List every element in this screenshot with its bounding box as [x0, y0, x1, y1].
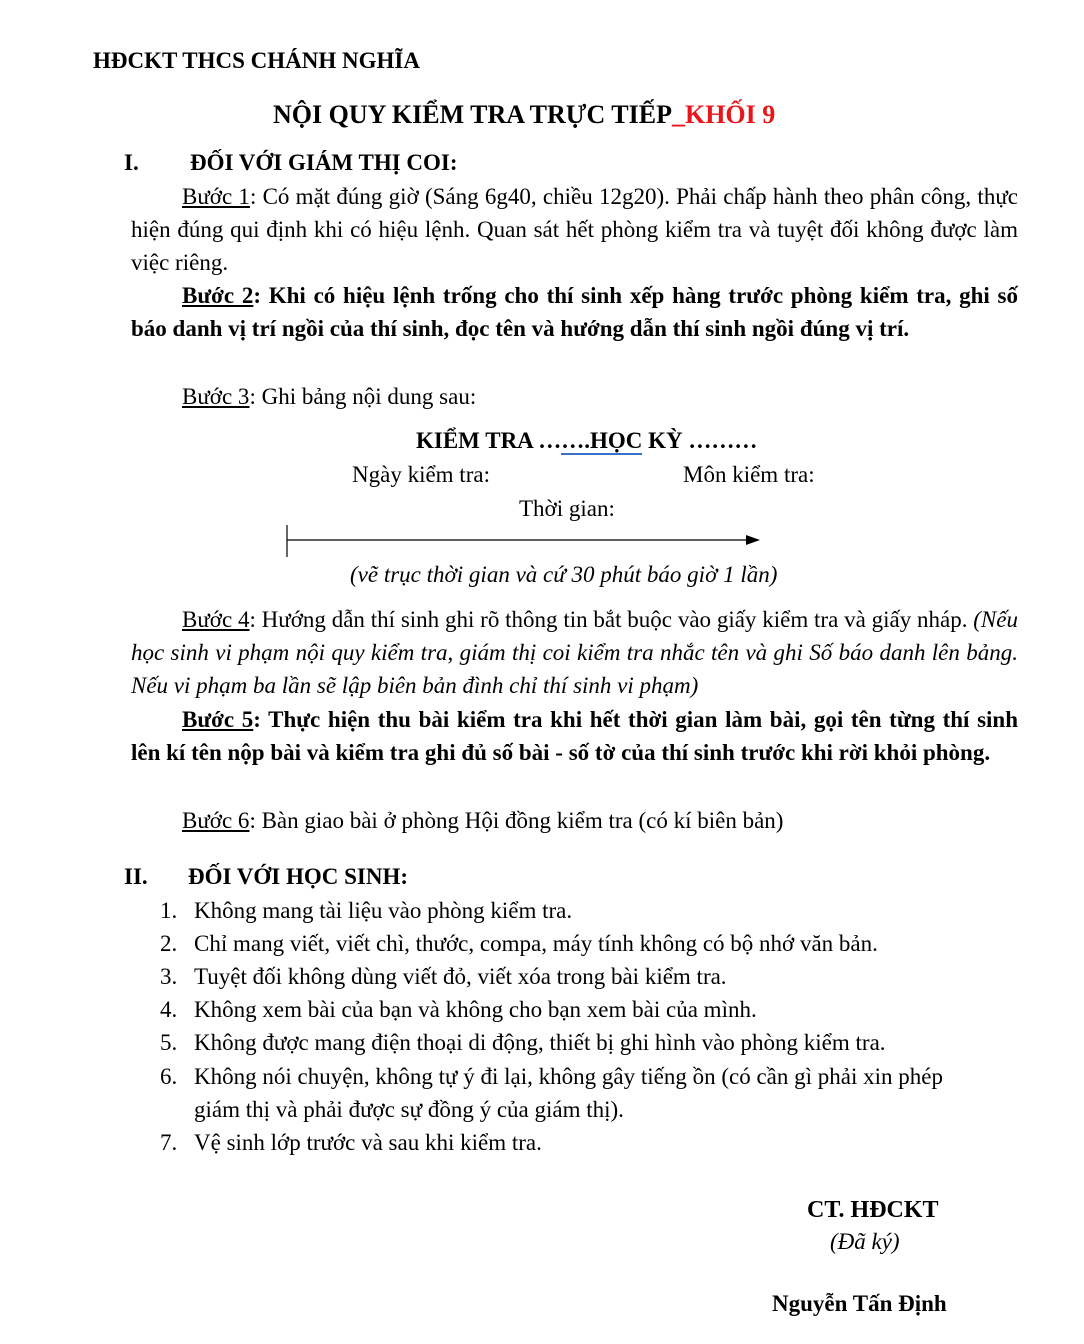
board-title — [416, 429, 757, 452]
rule-6 — [160, 1065, 943, 1088]
step-1-text: : Có mặt đúng giờ (Sáng 6g40, chiều 12g20). Phải chấp hành theo phân công, thực hiện đúng qui định khi có hiệu lệnh. Quan sát hết phòng kiểm tra và tuyệt đối không được làm việc riêng. — [131, 184, 1018, 275]
board-title-a: KIỂM TRA … — [416, 428, 562, 453]
step-2-label: Bước 2 — [182, 283, 254, 308]
section1-heading: ĐỐI VỚI GIÁM THỊ COI: — [190, 150, 458, 175]
step-2 — [131, 279, 1018, 345]
rule-5 — [160, 1031, 886, 1054]
step-2-text: : Khi có hiệu lệnh trống cho thí sinh xếp hàng trước phòng kiểm tra, ghi số báo danh vị trí ngồi của thí sinh, đọc tên và hướng dẫn thí sinh ngồi đúng vị trí. — [131, 283, 1018, 341]
rule-7 — [160, 1131, 542, 1154]
step-6-label: Bước 6 — [182, 808, 250, 833]
step-3 — [182, 385, 476, 408]
step-1-label: Bước 1 — [182, 184, 250, 209]
rule-number: 6. — [160, 1064, 178, 1089]
step-5-text: : Thực hiện thu bài kiểm tra khi hết thời gian làm bài, gọi tên từng thí sinh lên kí tên nộp bài và kiểm tra ghi đủ số bài - số tờ của thí sinh trước khi rời khỏi phòng. — [131, 707, 1018, 765]
rule-2 — [160, 932, 878, 955]
step-1 — [131, 180, 1018, 279]
rule-4 — [160, 998, 757, 1021]
rule-number: 2. — [160, 931, 178, 956]
section2-number: II. — [124, 864, 148, 889]
rule-text: Không mang tài liệu vào phòng kiểm tra. — [194, 898, 573, 923]
timeline-arrow — [284, 525, 764, 559]
council-name: HĐCKT THCS CHÁNH NGHĨA — [93, 48, 420, 73]
rule-text: Không nói chuyện, không tự ý đi lại, không gây tiếng ồn (có cần gì phải xin phép — [194, 1064, 943, 1089]
title-main: NỘI QUY KIỂM TRA TRỰC TIẾP — [273, 100, 672, 129]
rule-number: 1. — [160, 898, 178, 923]
rule-text: Không được mang điện thoại di động, thiết bị ghi hình vào phòng kiểm tra. — [194, 1030, 886, 1055]
title-grade: _KHỐI 9 — [671, 100, 776, 129]
board-date-label: Ngày kiểm tra: — [352, 462, 490, 487]
rule-text: Vệ sinh lớp trước và sau khi kiểm tra. — [194, 1130, 542, 1155]
rule-text: Chỉ mang viết, viết chì, thước, compa, máy tính không có bộ nhớ văn bản. — [194, 931, 878, 956]
step-5 — [131, 703, 1018, 769]
rule-3 — [160, 965, 727, 988]
rule-1 — [160, 899, 572, 922]
rule-number: 3. — [160, 964, 178, 989]
rule-text: Không xem bài của bạn và không cho bạn xem bài của mình. — [194, 997, 757, 1022]
step-3-label: Bước 3 — [182, 384, 250, 409]
signature-name: Nguyễn Tấn Định — [772, 1291, 947, 1316]
rule-number: 5. — [160, 1030, 178, 1055]
step-3-text: : Ghi bảng nội dung sau: — [249, 384, 477, 409]
step-4-label: Bước 4 — [182, 607, 250, 632]
rule-number: 7. — [160, 1130, 178, 1155]
board-title-c: KỲ ……… — [642, 428, 758, 453]
step-4-note: (Nếu học sinh vi phạm nội quy kiểm tra, giám thị coi kiểm tra nhắc tên và ghi Số báo danh lên bảng. Nếu vi phạm ba lần sẽ lập biên bản đình chỉ thí sinh vi phạm) — [131, 607, 1018, 698]
board-title-b: ….HỌC — [561, 428, 643, 453]
board-subject-label: Môn kiểm tra: — [683, 462, 815, 487]
board-time-label: Thời gian: — [519, 496, 615, 521]
step-6-text: : Bàn giao bài ở phòng Hội đồng kiểm tra (có kí biên bản) — [249, 808, 784, 833]
step-4-text: : Hướng dẫn thí sinh ghi rõ thông tin bắt buộc vào giấy kiểm tra và giấy nháp. — [249, 607, 974, 632]
rule-text: Tuyệt đối không dùng viết đỏ, viết xóa trong bài kiểm tra. — [194, 964, 727, 989]
step-4 — [131, 603, 1018, 702]
page-title — [273, 102, 775, 128]
step-5-label: Bước 5 — [182, 707, 254, 732]
section2-heading: ĐỐI VỚI HỌC SINH: — [188, 864, 409, 889]
signature-status: (Đã ký) — [830, 1229, 900, 1254]
signature-title: CT. HĐCKT — [807, 1197, 939, 1223]
step-6 — [182, 809, 783, 832]
timeline-note: (vẽ trục thời gian và cứ 30 phút báo giờ 1 lần) — [350, 562, 778, 587]
section1-number: I. — [124, 150, 139, 175]
rule-6-cont: giám thị và phải được sự đồng ý của giám thị). — [194, 1097, 624, 1122]
rule-number: 4. — [160, 997, 178, 1022]
